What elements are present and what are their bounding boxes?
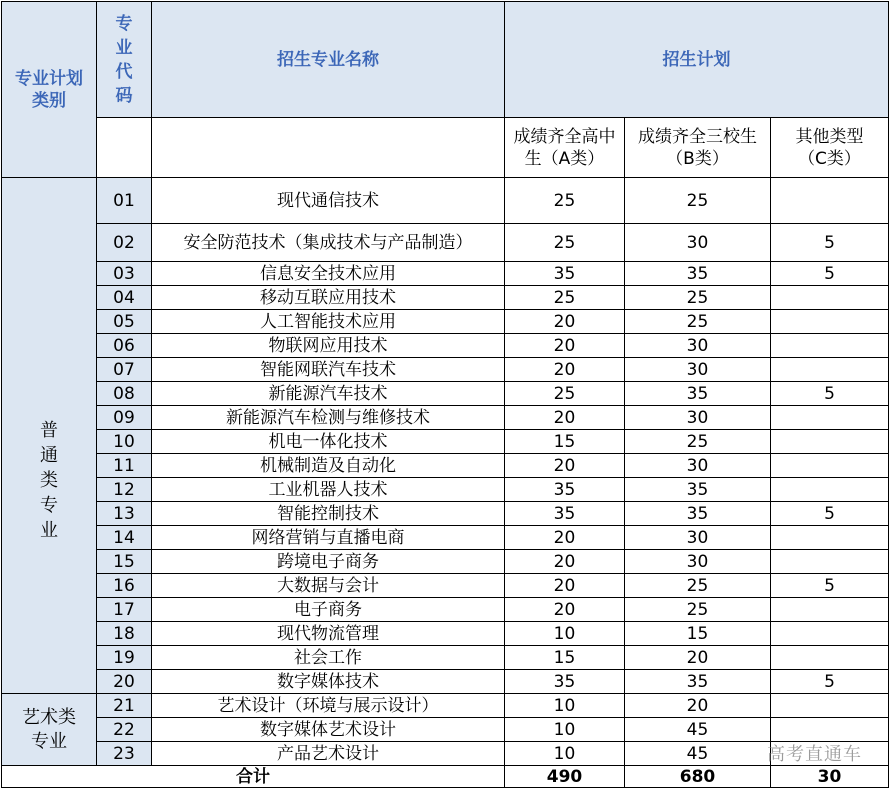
- class-a-cell: 25: [505, 224, 625, 262]
- class-a-cell: 35: [505, 262, 625, 286]
- major-name-cell: 艺术设计（环境与展示设计）: [152, 694, 505, 718]
- code-cell: 12: [97, 478, 152, 502]
- code-cell: 10: [97, 430, 152, 454]
- code-cell: 08: [97, 382, 152, 406]
- code-cell: 18: [97, 622, 152, 646]
- total-class-c: 30: [771, 766, 889, 788]
- major-name-cell: 物联网应用技术: [152, 334, 505, 358]
- major-name-cell: 机械制造及自动化: [152, 454, 505, 478]
- table-row: [2, 574, 889, 598]
- code-cell: 21: [97, 694, 152, 718]
- class-a-cell: 20: [505, 574, 625, 598]
- table-row: [2, 382, 889, 406]
- table-row: [2, 622, 889, 646]
- class-a-header: 成绩齐全高中生（A类）: [505, 118, 625, 178]
- class-a-cell: 20: [505, 454, 625, 478]
- major-name-cell: 现代物流管理: [152, 622, 505, 646]
- class-b-cell: 30: [625, 224, 771, 262]
- table-row: [2, 502, 889, 526]
- class-b-cell: 45: [625, 742, 771, 766]
- class-b-cell: 30: [625, 454, 771, 478]
- code-cell: 16: [97, 574, 152, 598]
- class-a-cell: 20: [505, 598, 625, 622]
- code-cell: 06: [97, 334, 152, 358]
- major-name-cell: 跨境电子商务: [152, 550, 505, 574]
- major-name-cell: 大数据与会计: [152, 574, 505, 598]
- class-b-header: 成绩齐全三校生（B类）: [625, 118, 771, 178]
- class-c-cell: 5: [771, 502, 889, 526]
- table-row: [2, 262, 889, 286]
- class-a-cell: 25: [505, 178, 625, 224]
- table-row: [2, 478, 889, 502]
- class-c-cell: 5: [771, 574, 889, 598]
- code-cell: 11: [97, 454, 152, 478]
- class-b-cell: 15: [625, 622, 771, 646]
- code-cell: 23: [97, 742, 152, 766]
- major-name-cell: 智能网联汽车技术: [152, 358, 505, 382]
- class-c-cell: [771, 406, 889, 430]
- class-c-cell: [771, 622, 889, 646]
- group-general: [2, 178, 97, 694]
- code-cell: 15: [97, 550, 152, 574]
- name-column-header: 招生专业名称: [152, 2, 505, 118]
- group-art-line2: 专业: [31, 730, 67, 752]
- class-b-cell: 25: [625, 598, 771, 622]
- group-art: [2, 694, 97, 766]
- group-general-char: 业: [40, 520, 58, 541]
- class-b-cell: 25: [625, 574, 771, 598]
- class-b-cell: 25: [625, 286, 771, 310]
- class-b-cell: 35: [625, 478, 771, 502]
- code-cell: 20: [97, 670, 152, 694]
- watermark-text: 高考直通车: [767, 744, 862, 765]
- class-a-cell: 20: [505, 358, 625, 382]
- code-cell: 14: [97, 526, 152, 550]
- total-class-b: 680: [625, 766, 771, 788]
- class-a-cell: 10: [505, 694, 625, 718]
- class-c-cell: [771, 526, 889, 550]
- group-general-char: 通: [40, 445, 58, 466]
- class-b-cell: 30: [625, 550, 771, 574]
- major-name-cell: 移动互联应用技术: [152, 286, 505, 310]
- major-name-cell: 信息安全技术应用: [152, 262, 505, 286]
- class-b-cell: 30: [625, 334, 771, 358]
- class-c-cell: [771, 646, 889, 670]
- major-name-cell: 工业机器人技术: [152, 478, 505, 502]
- class-b-cell: 20: [625, 646, 771, 670]
- class-c-cell: [771, 310, 889, 334]
- table-row: [2, 310, 889, 334]
- plan-column-header: 招生计划: [505, 2, 889, 118]
- code-column-header: 专业代码: [97, 2, 152, 118]
- subheader-row: [2, 118, 889, 178]
- code-cell: 09: [97, 406, 152, 430]
- enrollment-plan-table: [1, 1, 889, 788]
- table-row: [2, 334, 889, 358]
- major-name-cell: 数字媒体技术: [152, 670, 505, 694]
- class-b-cell: 35: [625, 670, 771, 694]
- code-cell: 05: [97, 310, 152, 334]
- class-b-cell: 20: [625, 694, 771, 718]
- table-row: [2, 742, 889, 766]
- group-general-char: 普: [40, 420, 58, 441]
- class-a-cell: 15: [505, 646, 625, 670]
- major-name-cell: 智能控制技术: [152, 502, 505, 526]
- major-name-cell: 电子商务: [152, 598, 505, 622]
- group-art-line1: 艺术类: [22, 706, 76, 728]
- class-b-cell: 35: [625, 502, 771, 526]
- table-row: [2, 430, 889, 454]
- table-row: [2, 178, 889, 224]
- total-class-a: 490: [505, 766, 625, 788]
- class-c-cell: [771, 718, 889, 742]
- class-c-cell: [771, 478, 889, 502]
- major-name-cell: 数字媒体艺术设计: [152, 718, 505, 742]
- table-row: [2, 646, 889, 670]
- class-b-cell: 25: [625, 178, 771, 224]
- class-a-cell: 25: [505, 382, 625, 406]
- class-a-cell: 35: [505, 502, 625, 526]
- code-cell: 02: [97, 224, 152, 262]
- code-cell: 19: [97, 646, 152, 670]
- class-c-cell: 5: [771, 224, 889, 262]
- class-c-cell: 5: [771, 382, 889, 406]
- class-c-cell: [771, 286, 889, 310]
- table-row: [2, 694, 889, 718]
- major-name-cell: 社会工作: [152, 646, 505, 670]
- class-c-cell: [771, 550, 889, 574]
- class-a-cell: 20: [505, 406, 625, 430]
- code-cell: 13: [97, 502, 152, 526]
- major-name-cell: 新能源汽车检测与维修技术: [152, 406, 505, 430]
- major-name-cell: 机电一体化技术: [152, 430, 505, 454]
- major-name-cell: 新能源汽车技术: [152, 382, 505, 406]
- major-name-cell: 网络营销与直播电商: [152, 526, 505, 550]
- table-row: [2, 550, 889, 574]
- group-general-char: 专: [40, 495, 58, 516]
- class-a-cell: 20: [505, 550, 625, 574]
- class-b-cell: 30: [625, 406, 771, 430]
- class-c-cell: [771, 430, 889, 454]
- class-b-cell: 45: [625, 718, 771, 742]
- table-row: [2, 670, 889, 694]
- class-a-cell: 20: [505, 310, 625, 334]
- code-cell: 17: [97, 598, 152, 622]
- code-cell: 22: [97, 718, 152, 742]
- class-a-cell: 35: [505, 670, 625, 694]
- major-name-cell: 现代通信技术: [152, 178, 505, 224]
- class-b-cell: 35: [625, 262, 771, 286]
- code-cell: 03: [97, 262, 152, 286]
- code-cell: 07: [97, 358, 152, 382]
- class-c-cell: 5: [771, 670, 889, 694]
- total-row: [2, 766, 889, 788]
- major-name-cell: 安全防范技术（集成技术与产品制造）: [152, 224, 505, 262]
- class-b-cell: 30: [625, 358, 771, 382]
- group-general-char: 类: [40, 470, 58, 491]
- table-row: [2, 598, 889, 622]
- class-a-cell: 20: [505, 334, 625, 358]
- table-row: [2, 718, 889, 742]
- table-row: [2, 358, 889, 382]
- total-label: 合计: [2, 766, 505, 788]
- class-a-cell: 35: [505, 478, 625, 502]
- class-c-cell: [771, 598, 889, 622]
- table-row: [2, 454, 889, 478]
- major-name-cell: 人工智能技术应用: [152, 310, 505, 334]
- table-row: [2, 526, 889, 550]
- class-c-cell: 5: [771, 262, 889, 286]
- header-row: [2, 2, 889, 118]
- class-a-cell: 10: [505, 622, 625, 646]
- class-c-header: 其他类型（C类）: [771, 118, 889, 178]
- class-b-cell: 35: [625, 382, 771, 406]
- category-column-header: 专业计划类别: [2, 2, 97, 178]
- name-subheader-blank: [152, 118, 505, 178]
- class-b-cell: 25: [625, 430, 771, 454]
- code-cell: 04: [97, 286, 152, 310]
- class-c-cell: [771, 178, 889, 224]
- class-b-cell: 30: [625, 526, 771, 550]
- code-subheader-blank: [97, 118, 152, 178]
- class-a-cell: 15: [505, 430, 625, 454]
- class-a-cell: 10: [505, 742, 625, 766]
- class-c-cell: [771, 358, 889, 382]
- class-c-cell: [771, 694, 889, 718]
- table-row: [2, 406, 889, 430]
- class-c-cell: [771, 454, 889, 478]
- code-cell: 01: [97, 178, 152, 224]
- class-a-cell: 20: [505, 526, 625, 550]
- class-c-cell: [771, 334, 889, 358]
- class-b-cell: 25: [625, 310, 771, 334]
- class-a-cell: 10: [505, 718, 625, 742]
- table-row: [2, 224, 889, 262]
- major-name-cell: 产品艺术设计: [152, 742, 505, 766]
- table-row: [2, 286, 889, 310]
- class-a-cell: 25: [505, 286, 625, 310]
